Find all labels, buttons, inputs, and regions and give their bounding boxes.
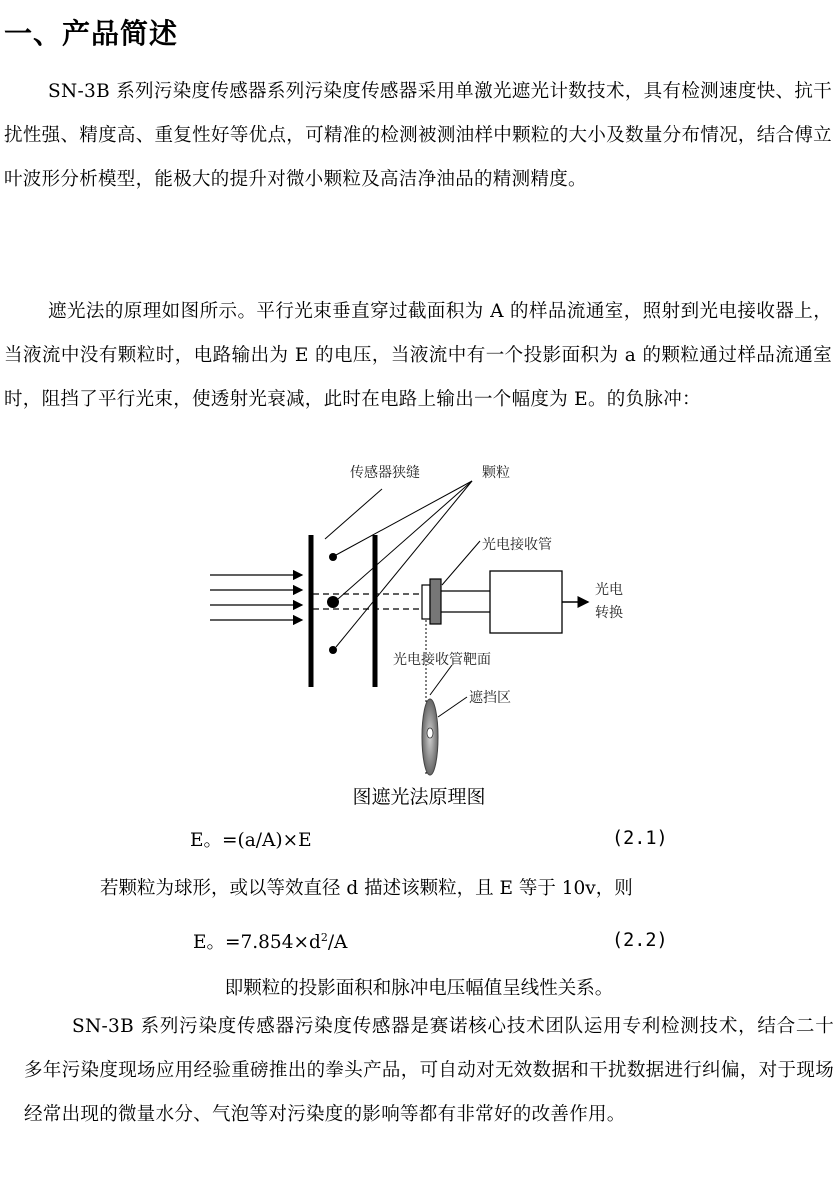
slit-label: 传感器狭缝 [350,465,420,481]
equation-2-2-number: (2.2) [612,930,668,951]
equation-note: 若颗粒为球形，或以等效直径 d 描述该颗粒，且 E 等于 10v，则 [100,878,633,899]
equation-2-1: E。=(a/A)×E [190,830,312,851]
product-paragraph: SN-3B 系列污染度传感器污染度传感器是赛诺核心技术团队运用专利检测技术，结合二十多年污染度现场应用经验重磅推出的拳头产品，可自动对无效数据和干扰数据进行纠偏，对于现场经常出现的微量水分、气泡等对污染度的影响等都有非常好的改善作用。 [24,1016,834,1125]
figure-caption: 图遮光法原理图 [352,786,486,808]
equation-2-2 [193,928,347,954]
particle-top [329,553,337,561]
slit-leader [325,489,382,539]
shading-principle-diagram [190,455,650,785]
equation-2-2-superscript: 2 [320,930,328,944]
intro-paragraph: SN-3B 系列污染度传感器系列污染度传感器采用单激光遮光计数技术，具有检测速度快、抗干扰性强、精度高、重复性好等优点，可精准的检测被测油样中颗粒的大小及数量分布情况，结合傅立叶波形分析模型，能极大的提升对微小颗粒及高洁净油品的精测精度。 [4,81,832,190]
target-leader [430,665,452,695]
particle-leader-3 [336,481,472,647]
receiver-tube-label: 光电接收管 [482,537,552,553]
target-face-label: 光电接收管靶面 [393,652,491,668]
principle-paragraph: 遮光法的原理如图所示。平行光束垂直穿过截面积为 A 的样品流通室，照射到光电接收器上，当液流中没有颗粒时，电路输出为 E 的电压，当液流中有一个投影面积为 a 的颗粒通过样品流通室时，阻挡了平行光束，使透射光衰减，此时在电路上输出一个幅度为 E。的负脉冲： [4,301,832,410]
particle-bottom [329,646,337,654]
photoelectric-receiver-tube [430,579,441,624]
particle-leader-2 [338,481,472,599]
equation-2-2-prefix: E。=7.854×d [193,932,321,953]
conversion-box [490,571,562,633]
equation-conclusion: 即颗粒的投影面积和脉冲电压幅值呈线性关系。 [224,978,614,999]
receiver-lens [422,585,430,619]
conversion-label-line1: 光电 [595,582,623,598]
section-title: 一、产品简述 [4,17,179,50]
shade-zone-label: 遮挡区 [469,690,511,706]
particle-leader-1 [336,481,472,555]
equation-2-1-number: (2.1) [612,828,668,849]
shade-leader [438,697,467,717]
particle-middle [327,596,339,608]
equation-2-2-suffix: /A [327,932,348,953]
conversion-label-line2: 转换 [595,605,623,621]
shade-zone-hole [427,728,433,738]
receiver-leader [442,541,480,585]
particle-label: 颗粒 [482,465,510,481]
